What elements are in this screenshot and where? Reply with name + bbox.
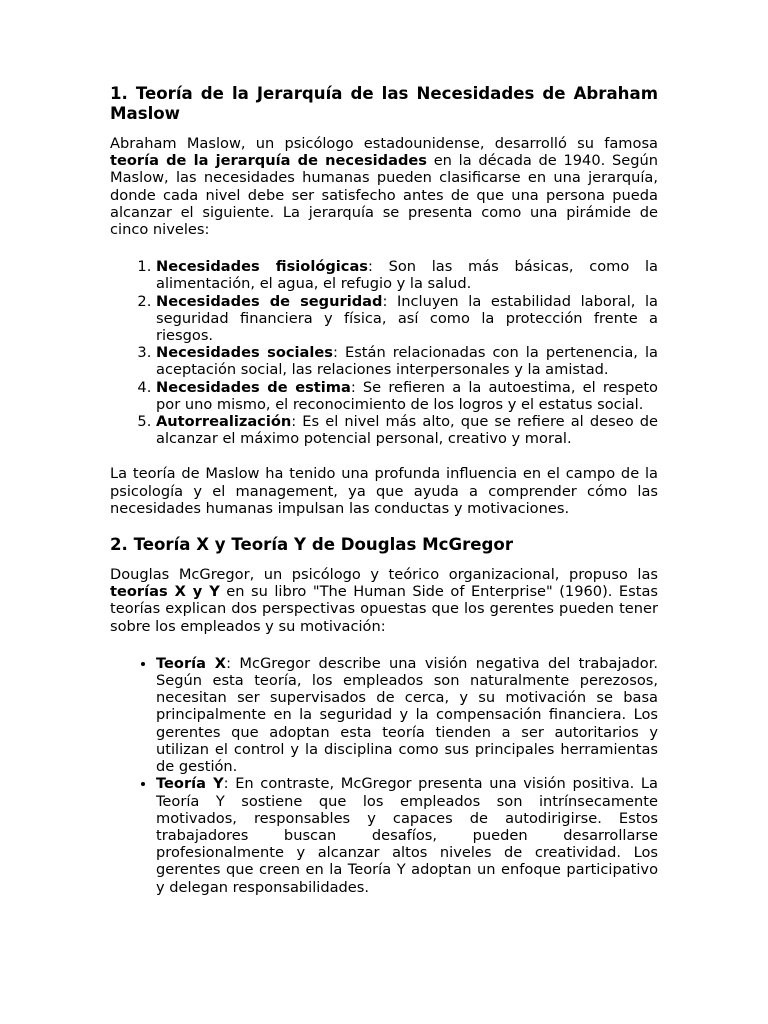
section2-intro-bold-term: teorías X y Y bbox=[110, 583, 220, 601]
section1-intro-bold-term: teoría de la jerarquía de necesidades bbox=[110, 152, 427, 170]
list-item bbox=[156, 344, 658, 378]
level-description: : Es el nivel más alto, que se refiere al deseo de alcanzar el máximo potencial personal, creativo y moral. bbox=[156, 413, 658, 448]
section1-intro-paragraph bbox=[110, 135, 658, 238]
list-item bbox=[156, 413, 658, 447]
maslow-levels-list bbox=[110, 258, 658, 447]
section2-intro-text-before: Douglas McGregor, un psicólogo y teórico organizacional, propuso las bbox=[110, 566, 658, 584]
section2-intro-paragraph bbox=[110, 566, 658, 635]
theory-term: Teoría Y bbox=[156, 775, 224, 793]
section2-intro-text-after: en su libro "The Human Side of Enterprise" (1960). Estas teorías explican dos perspectivas opuestas que los gerentes pueden tener sobre los empleados y su motivación: bbox=[110, 583, 658, 635]
section1-intro-text-after: en la década de 1940. Según Maslow, las necesidades humanas pueden clasificarse en una jerarquía, donde cada nivel debe ser satisfecho antes de que una persona pueda alcanzar el siguiente. La jerarquía se presenta como una pirámide de cinco niveles: bbox=[110, 152, 658, 239]
section1-intro-text-before: Abraham Maslow, un psicólogo estadounidense, desarrolló su famosa bbox=[110, 135, 658, 152]
mcgregor-theories-list bbox=[110, 655, 658, 896]
list-item bbox=[156, 293, 658, 345]
document-page bbox=[110, 84, 658, 896]
section1-heading: 1. Teoría de la Jerarquía de las Necesidades de Abraham Maslow bbox=[110, 84, 658, 123]
list-item bbox=[156, 775, 658, 895]
level-term: Necesidades sociales bbox=[156, 344, 333, 362]
level-description: : Están relacionadas con la pertenencia, la aceptación social, las relaciones interpersonales y la amistad. bbox=[156, 344, 658, 379]
level-description: : Se refieren a la autoestima, el respeto por uno mismo, el reconocimiento de los logros y el estatus social. bbox=[156, 378, 658, 413]
theory-term: Teoría X bbox=[156, 654, 227, 672]
list-item bbox=[156, 655, 658, 775]
list-item bbox=[156, 258, 658, 292]
level-description: : Son las más básicas, como la alimentación, el agua, el refugio y la salud. bbox=[156, 258, 658, 293]
theory-description: : McGregor describe una visión negativa del trabajador. Según esta teoría, los empleados son naturalmente perezosos, necesitan ser supervisados de cerca, y su motivación se basa principalmente en la seguridad y la compensación financiera. Los gerentes que adoptan esta teoría tienden a ser autoritarios y utilizan el control y la disciplina como sus principales herramientas de gestión. bbox=[156, 654, 658, 776]
level-term: Autorrealización bbox=[156, 413, 292, 431]
level-description: : Incluyen la estabilidad laboral, la seguridad financiera y física, así como la protección frente a riesgos. bbox=[156, 292, 658, 345]
section2-heading: 2. Teoría X y Teoría Y de Douglas McGregor bbox=[110, 535, 513, 555]
section1-conclusion-paragraph: La teoría de Maslow ha tenido una profunda influencia en el campo de la psicología y el management, ya que ayuda a comprender cómo las necesidades humanas impulsan las conductas y motivaciones. bbox=[110, 465, 658, 517]
theory-description: : En contraste, McGregor presenta una visión positiva. La Teoría Y sostiene que los empleados son intrínsecamente motivados, responsables y capaces de autodirigirse. Estos trabajadores buscan desafíos, pueden desarrollarse profesionalmente y alcanzar altos niveles de creatividad. Los gerentes que creen en la Teoría Y adoptan un enfoque participativo y delegan responsabilidades. bbox=[156, 775, 658, 896]
list-item bbox=[156, 379, 658, 413]
level-term: Necesidades de seguridad bbox=[156, 292, 383, 310]
level-term: Necesidades fisiológicas bbox=[156, 258, 368, 276]
level-term: Necesidades de estima bbox=[156, 378, 351, 396]
